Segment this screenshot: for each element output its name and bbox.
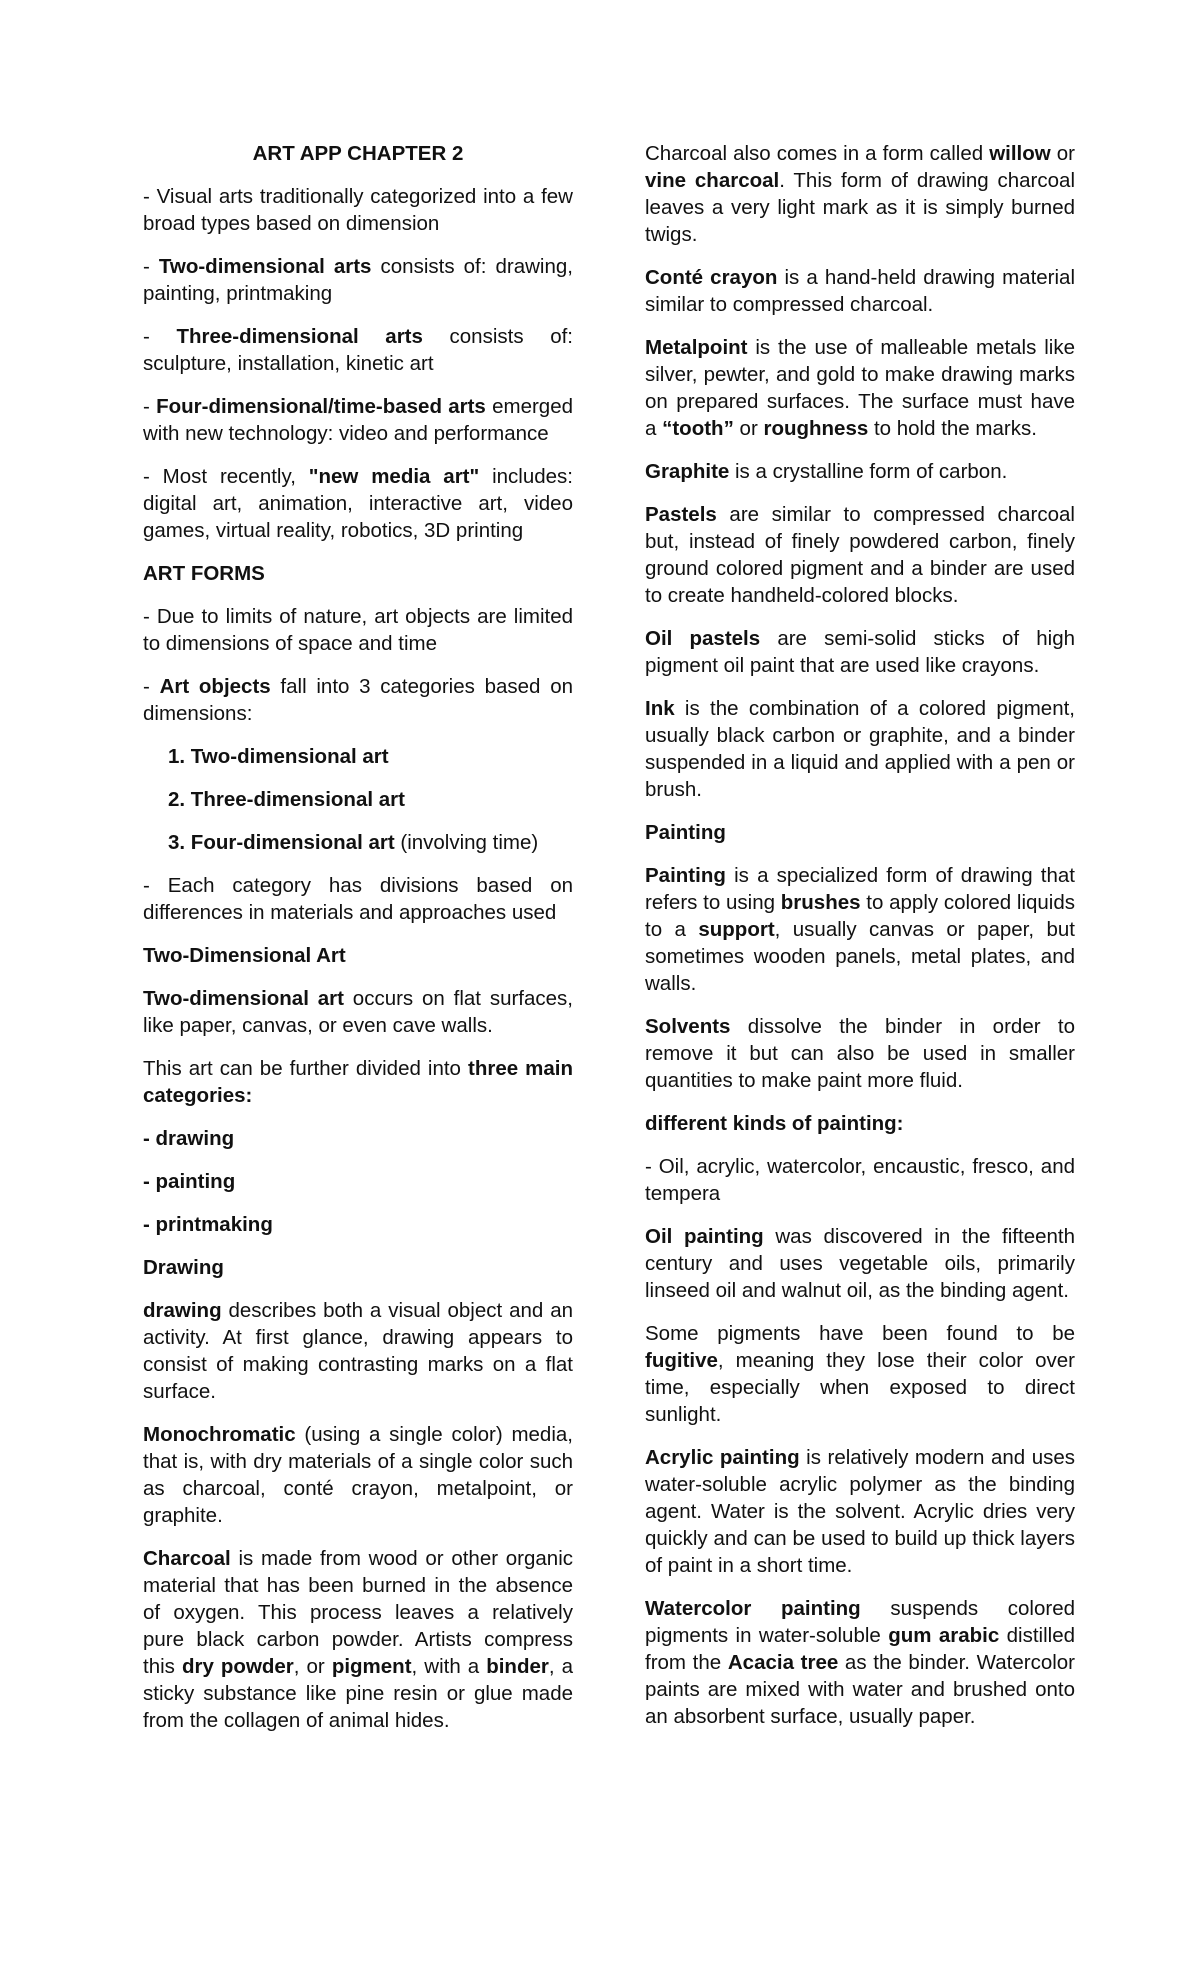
paragraph-text: is the use of malleable metals like silver, pewter, and gold to make drawing marks on prepared surfaces. The surface must have a <box>645 336 1075 440</box>
list-item-text: (involving time) <box>394 831 539 854</box>
paragraph <box>143 253 573 307</box>
paragraph-text: - Visual arts traditionally categorized into a few broad types based on dimension <box>143 185 573 235</box>
bold-term: Charcoal <box>143 1547 231 1570</box>
paragraph-text: is a hand-held drawing material similar to compressed charcoal. <box>645 266 1075 316</box>
bold-term: Oil painting <box>645 1225 764 1248</box>
paragraph <box>143 463 573 544</box>
paragraph-text: is a crystalline form of carbon. <box>729 460 1008 483</box>
section-heading-drawing: Drawing <box>143 1256 224 1279</box>
list-item <box>143 786 573 813</box>
bold-term: gum arabic <box>888 1624 1000 1647</box>
paragraph-text: , usually canvas or paper, but sometimes wooden panels, metal plates, and walls. <box>645 918 1075 995</box>
paragraph-text: Some pigments have been found to be <box>645 1322 1075 1345</box>
bold-term: Acacia tree <box>727 1651 839 1674</box>
paragraph-text: , a sticky substance like pine resin or glue made from the collagen of animal hides. <box>143 1655 573 1732</box>
paragraph <box>645 1153 1075 1207</box>
paragraph-text: This art can be further divided into <box>143 1057 468 1080</box>
bold-term: Oil pastels <box>645 627 761 650</box>
bold-term: vine charcoal <box>645 169 780 192</box>
paragraph-text: - Most recently, <box>143 465 309 488</box>
paragraph <box>645 140 1075 248</box>
bold-term: “tooth” <box>662 417 734 440</box>
bold-term: brushes <box>780 891 861 914</box>
paragraph-text: - <box>143 675 160 698</box>
paragraph-text: are semi-solid sticks of high pigment oil paint that are used like crayons. <box>645 627 1075 677</box>
bold-term: willow <box>989 142 1051 165</box>
paragraph-text: - <box>143 325 177 348</box>
paragraph-text: distilled from the <box>645 1624 1075 1674</box>
bold-term: Watercolor painting <box>645 1597 861 1620</box>
bold-term: binder <box>486 1655 549 1678</box>
bold-term: "new media art" <box>308 465 480 488</box>
paragraph-text: - Due to limits of nature, art objects are limited to dimensions of space and time <box>143 605 573 655</box>
paragraph-text: occurs on flat surfaces, like paper, canvas, or even cave walls. <box>143 987 573 1037</box>
bold-term: Acrylic painting <box>645 1446 800 1469</box>
bold-term: Monochromatic <box>143 1423 296 1446</box>
paragraph-text: as the binder. Watercolor paints are mixed with water and brushed onto an absorbent surface, usually paper. <box>645 1651 1075 1728</box>
paragraph <box>143 393 573 447</box>
bold-term: Art objects <box>159 675 271 698</box>
numbered-list <box>143 743 573 856</box>
section-heading-two-dimensional: Two-Dimensional Art <box>143 944 346 967</box>
paragraph-text: , meaning they lose their color over time, especially when exposed to direct sunlight. <box>645 1349 1075 1426</box>
left-column <box>143 140 573 1750</box>
paragraph-text: - <box>143 255 159 278</box>
paragraph-text: is the combination of a colored pigment, usually black carbon or graphite, and a binder suspended in a liquid and applied with a pen or brush. <box>645 697 1075 801</box>
bold-term: Two-dimensional art <box>143 987 344 1010</box>
paragraph <box>143 1545 573 1734</box>
bold-term: roughness <box>763 417 869 440</box>
paragraph <box>143 1421 573 1529</box>
section-heading-art-forms: ART FORMS <box>143 562 265 585</box>
list-item-bold: 2. Three-dimensional art <box>168 788 405 811</box>
bold-term: Ink <box>645 697 675 720</box>
paragraph-text: is relatively modern and uses water-soluble acrylic polymer as the binding agent. Water is the solvent. Acrylic dries very quickly and can be used to build up thick layers of paint in a short time. <box>645 1446 1076 1577</box>
bold-term: dry powder <box>181 1655 294 1678</box>
paragraph <box>143 1297 573 1405</box>
paragraph <box>143 603 573 657</box>
section-heading-kinds-of-painting: different kinds of painting: <box>645 1112 904 1135</box>
paragraph-text: to hold the marks. <box>868 417 1037 440</box>
list-item <box>143 743 573 770</box>
paragraph <box>645 1223 1075 1304</box>
bold-term: three main categories: <box>143 1057 574 1107</box>
paragraph-text: was discovered in the fifteenth century and uses vegetable oils, primarily linseed oil and walnut oil, as the binding agent. <box>645 1225 1076 1302</box>
section-heading-painting: Painting <box>645 821 726 844</box>
paragraph-text: fall into 3 categories based on dimensions: <box>143 675 573 725</box>
paragraph <box>143 1055 573 1109</box>
paragraph <box>645 264 1075 318</box>
paragraph-text: includes: digital art, animation, interactive art, video games, virtual reality, robotics, 3D printing <box>143 465 573 542</box>
paragraph-text: consists of: sculpture, installation, kinetic art <box>143 325 573 375</box>
paragraph <box>645 625 1075 679</box>
paragraph-text: Charcoal also comes in a form called <box>645 142 990 165</box>
paragraph-text: - Each category has divisions based on differences in materials and approaches used <box>143 874 573 924</box>
paragraph-text: or <box>733 417 764 440</box>
paragraph <box>645 458 1075 485</box>
paragraph-text: dissolve the binder in order to remove it but can also be used in smaller quantities to make paint more fluid. <box>645 1015 1075 1092</box>
paragraph-text: , or <box>293 1655 332 1678</box>
paragraph-text: are similar to compressed charcoal but, instead of finely powdered carbon, finely ground colored pigment and a binder are used to create handheld-colored blocks. <box>645 503 1075 607</box>
paragraph-text: suspends colored pigments in water-soluble <box>645 1597 1075 1647</box>
paragraph-text: consists of: drawing, painting, printmaking <box>143 255 573 305</box>
bold-term: Solvents <box>645 1015 731 1038</box>
document-title: ART APP CHAPTER 2 <box>252 142 464 165</box>
bold-term: Metalpoint <box>645 336 748 359</box>
paragraph <box>645 1595 1075 1730</box>
category-drawing: - drawing <box>143 1127 235 1150</box>
category-printmaking: - printmaking <box>143 1213 273 1236</box>
paragraph-text: - Oil, acrylic, watercolor, encaustic, fresco, and tempera <box>645 1155 1075 1205</box>
paragraph-text: describes both a visual object and an activity. At first glance, drawing appears to consist of making contrasting marks on a flat surface. <box>143 1299 573 1403</box>
paragraph <box>645 695 1075 803</box>
paragraph-text: to apply colored liquids to a <box>645 891 1076 941</box>
paragraph-text: , with a <box>411 1655 487 1678</box>
list-item-bold: 1. Two-dimensional art <box>168 745 389 768</box>
bold-term: support <box>698 918 775 941</box>
paragraph-text: - <box>143 395 157 418</box>
list-item <box>143 829 573 856</box>
paragraph <box>143 183 573 237</box>
paragraph-text: is made from wood or other organic material that has been burned in the absence of oxygen. This process leaves a relatively pure black carbon powder. Artists compress this <box>143 1547 573 1678</box>
paragraph <box>143 985 573 1039</box>
paragraph-text: or <box>1050 142 1075 165</box>
bold-term: Two-dimensional arts <box>158 255 372 278</box>
bold-term: Pastels <box>645 503 717 526</box>
paragraph <box>143 673 573 727</box>
paragraph <box>645 862 1075 997</box>
paragraph <box>143 323 573 377</box>
bold-term: fugitive <box>645 1349 718 1372</box>
paragraph-text: . This form of drawing charcoal leaves a very light mark as it is simply burned twigs. <box>645 169 1075 246</box>
list-item-bold: 3. Four-dimensional art <box>168 831 395 854</box>
right-column <box>645 140 1075 1746</box>
bold-term: Four-dimensional/time-based arts <box>156 395 486 418</box>
paragraph <box>143 872 573 926</box>
paragraph-text: (using a single color) media, that is, with dry materials of a single color such as charcoal, conté crayon, metalpoint, or graphite. <box>143 1423 573 1527</box>
paragraph-text: emerged with new technology: video and performance <box>143 395 574 445</box>
bold-term: drawing <box>143 1299 222 1322</box>
bold-term: Three-dimensional arts <box>176 325 423 348</box>
category-painting: - painting <box>143 1170 236 1193</box>
paragraph <box>645 334 1075 442</box>
paragraph-text: is a specialized form of drawing that refers to using <box>645 864 1075 914</box>
paragraph <box>645 1444 1075 1579</box>
paragraph <box>645 1013 1075 1094</box>
paragraph <box>645 1320 1075 1428</box>
bold-term: Painting <box>645 864 726 887</box>
bold-term: pigment <box>331 1655 412 1678</box>
bold-term: Conté crayon <box>645 266 778 289</box>
paragraph <box>645 501 1075 609</box>
bold-term: Graphite <box>645 460 730 483</box>
